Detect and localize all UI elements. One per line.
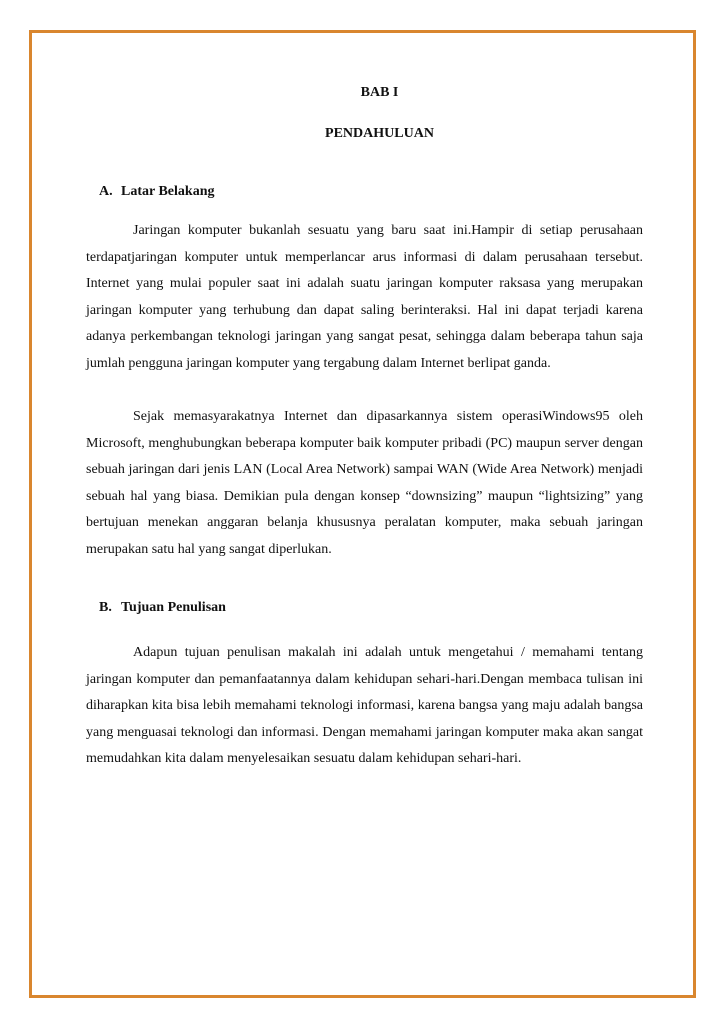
paragraph: Sejak memasyarakatnya Internet dan dipasarkannya sistem operasiWindows95 oleh Microsoft, menghubungkan beberapa komputer baik komputer pribadi (PC) maupun server dengan sebuah jaringan dari jenis LAN (Local Area Network) sampai WAN (Wide Area Network) menjadi sebuah hal yang biasa. Demikian pula dengan konsep “downsizing” maupun “lightsizing” yang bertujuan menekan anggaran belanja khususnya peralatan komputer, maka sebuah jaringan merupakan satu hal yang sangat diperlukan. (86, 409, 643, 557)
chapter-number: BAB I (360, 85, 399, 100)
chapter-title: PENDAHULUAN (325, 126, 434, 141)
section-letter: A. (99, 184, 113, 199)
section-heading-latar-belakang (86, 183, 643, 201)
section-title: Tujuan Penulisan (121, 600, 226, 615)
section-letter: B. (99, 600, 112, 615)
paragraph: Jaringan komputer bukanlah sesuatu yang baru saat ini.Hampir di setiap perusahaan terdapatjaringan komputer untuk memperlancar arus informasi di dalam perusahaan tersebut. Internet yang mulai populer saat ini adalah suatu jaringan komputer raksasa yang merupakan jaringan komputer yang terhubung dan dapat saling berinteraksi. Hal ini dapat terjadi karena adanya perkembangan teknologi jaringan yang sangat pesat, sehingga dalam beberapa tahun saja jumlah pengguna jaringan komputer yang tergabung dalam Internet berlipat ganda. (86, 223, 643, 371)
document-body (86, 84, 643, 773)
section-heading-tujuan-penulisan (86, 599, 643, 617)
paragraph: Adapun tujuan penulisan makalah ini adalah untuk mengetahui / memahami tentang jaringan komputer dan pemanfaatannya dalam kehidupan sehari-hari.Dengan membaca tulisan ini diharapkan kita bisa lebih memahami teknologi informasi, karena bangsa yang maju adalah bangsa yang menguasai teknologi dan informasi. Dengan memahami jaringan komputer maka akan sangat memudahkan kita dalam menyelesaikan sesuatu dalam kehidupan sehari-hari. (86, 645, 643, 766)
section-title: Latar Belakang (121, 184, 215, 199)
